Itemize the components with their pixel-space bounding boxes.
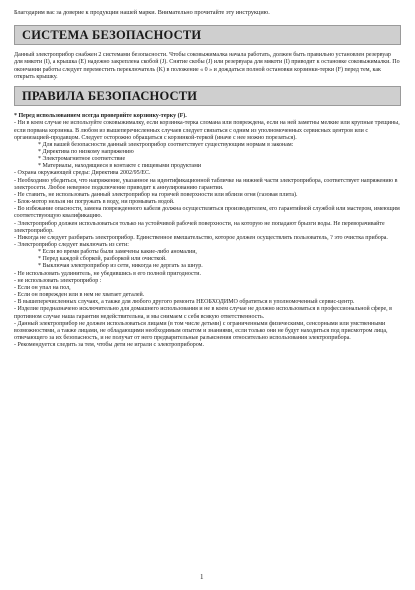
rule-item: - Во избежание опасности, замена поврежденного кабеля должна осуществляться производителем, его гарантийной службой или мастером, имеющим соответствующую квалификацию. [14, 206, 400, 220]
rule-item: - Если он упал на пол, [14, 284, 71, 291]
section-heading-safety-system: СИСТЕМА БЕЗОПАСНОСТИ [14, 25, 401, 45]
rule-item: * Перед использованием всегда проверяйте корзинку-терку (F). [14, 113, 187, 120]
rule-item: - не использовать электроприбор : [14, 277, 102, 284]
intro-text: Благодарим вас за доверие к продукции нашей марки. Внимательно прочитайте эту инструкцию. [14, 9, 270, 16]
rule-item: * Электромагнитное соответствие [38, 156, 126, 163]
rule-item: - Блок-мотор нельзя ни погружать в воду, ни промывать водой. [14, 199, 175, 206]
rule-item: - Электроприбор должен использоваться только на устойчивой рабочей поверхности, на которую не попадают брызги воды. Не переворачивайте электроприбор. [14, 220, 385, 234]
section-heading-safety-rules: ПРАВИЛА БЕЗОПАСНОСТИ [14, 86, 401, 106]
rule-item: * Выключая электроприбор из сети, никогда не дергать за шнур. [38, 263, 203, 270]
rule-item: - Данный электроприбор не должен использоваться лицами (в том числе детьми) с ограниченными физическими, сенсорными или умственными возможностями, а также лицами, не обладающими необходимым опытом и знаниями, если только они не будут находиться под присмотром лица, отвечающего за их безопасность, и не получат от него предварительные разъяснения относительно использования электроприбора. [14, 320, 388, 342]
rule-item: - Изделие предназначено исключительно для домашнего использования и не в коем случае не должно использоваться в профессиональной сфере, в противном случае наша гарантия недействительна, и мы снимаем с себя всякую ответственность. [14, 306, 392, 320]
rule-item: - Не ставить, не использовать данный электроприбор на горячей поверхности или вблизи огня (газовая плита). [14, 191, 298, 198]
rule-item: - Необходимо убедиться, что напряжение, указанное на идентификационной табличке на нижней части электроприбора, соответствует напряжению в электросети. Любое неверное подключение приводит к аннулированию гарантии. [14, 177, 398, 191]
rule-item: - В вышеперечисленных случаях, а также для любого другого ремонта НЕОБХОДИМО обратиться в уполномоченный сервис-центр. [14, 299, 355, 306]
rule-item: - Электроприбор следует выключать из сети: [14, 242, 129, 248]
page-number: 1 [200, 573, 204, 581]
rule-item: * Для вашей безопасности данный электроприбор соответствует существующим нормам в законам: [38, 141, 294, 148]
rule-item: - Охрана окружающей среды: Директива 2002/95/ЕС. [14, 170, 151, 177]
rule-item: - Если он поврежден или в нем не хватает деталей. [14, 292, 145, 299]
rule-item: * Перед каждой сборкой, разборкой или очисткой. [38, 256, 167, 263]
rule-item: * Материалы, находящиеся в контакте с пищевыми продуктами [38, 163, 202, 170]
safety-system-paragraph: Данный электроприбор снабжен 2 системами безопасности. Чтобы соковыжималка начала работать, должен быть правильно установлен резервуар для мякоти (I), а крышка (E) надежно закреплена скобой (J). Снятие скобы (J) или резервуара для мякоти (I) приводит к остановке соковыжималки. По окончании работы следует переместить переключатель (K) в положение « 0 » и дождаться полной остановки корзинки-терки (F) перед тем, как открыть крышку. [14, 52, 400, 80]
rule-item: - Рекомендуется следить за тем, чтобы дети не играли с электроприбором. [14, 342, 204, 349]
rule-item: * Если во время работы были замечены какие-либо аномалии, [38, 249, 197, 256]
rule-item: * Директива по низкому напряжению [38, 148, 134, 155]
safety-rules-list [14, 113, 401, 349]
rule-item: - Не использовать удлинитель, не убедившись в его полной пригодности. [14, 270, 202, 277]
rule-item: - Никогда не следует разбирать электроприбор. Единственное вмешательство, которое должен осуществлять пользователь, ? это очистка прибора. [14, 234, 388, 241]
rule-item: - Ни в коем случае не используйте соковыжималку, если корзинка-терка сломана или повреждена, если на ней заметны мелкие или крупные трещины, если порвана корзинка. В любом из вышеперечисленных случаев следует связаться с одним из уполномоченных сервисных центров или с организацией-продавцом. Следует осторожно обращаться с корзинкой-теркой (иначе с нее можно порезаться). [14, 120, 400, 141]
